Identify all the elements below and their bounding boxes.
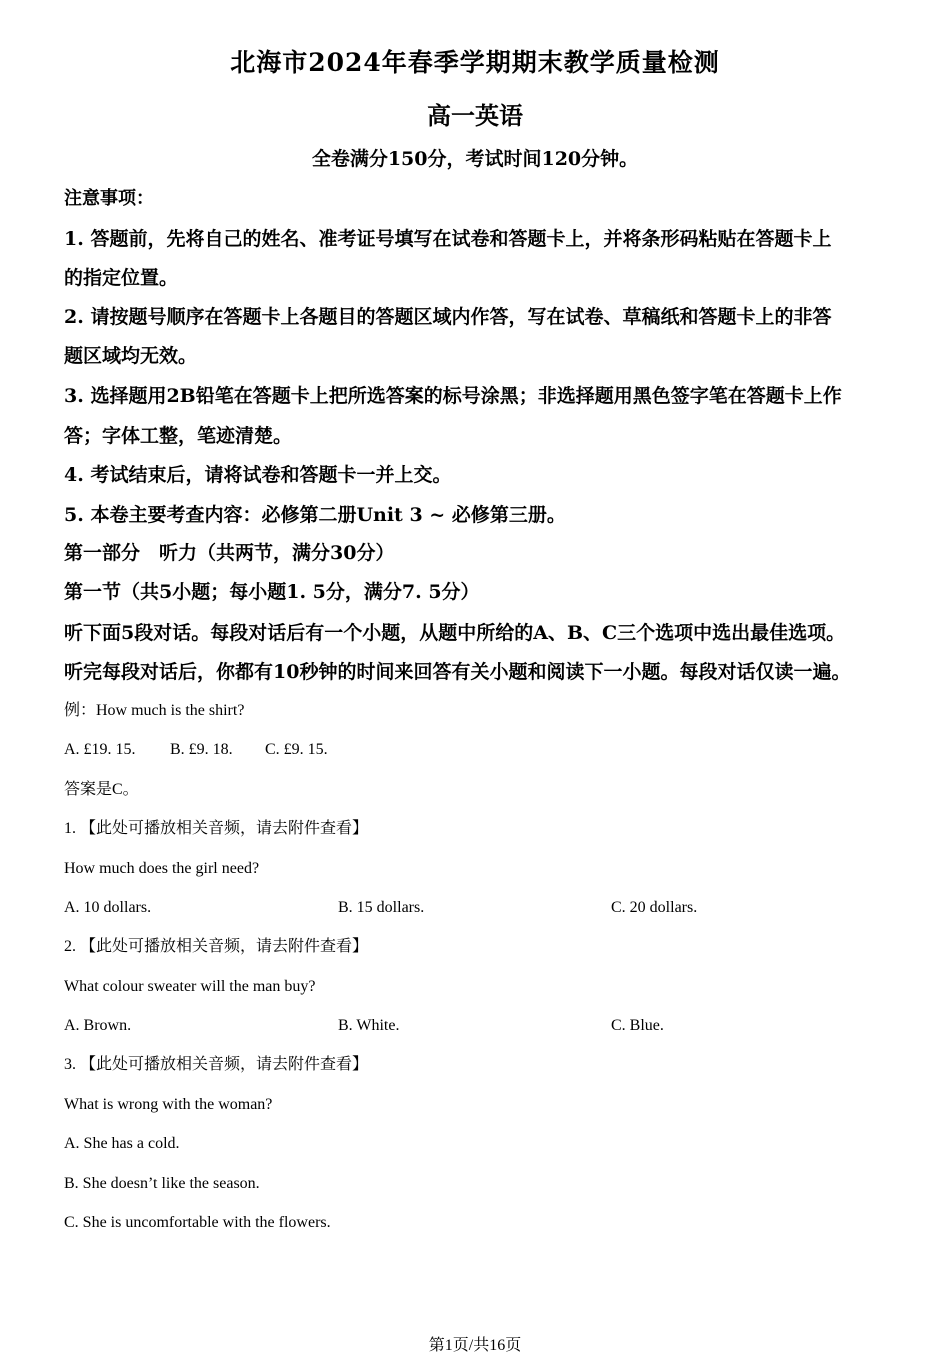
question-3-option-c: C. She is uncomfortable with the flowers. [64,1214,331,1231]
notice-line: 答；字体工整，笔迹清楚。 [64,425,293,447]
subject-title: 高一英语 [427,101,523,130]
question-1-option-a: A. 10 dollars. [64,899,152,916]
question-1-option-c: C. 20 dollars. [611,899,698,916]
part-heading: 第一部分 听力（共两节，满分30分） [64,542,395,564]
question-2-option-c: C. Blue. [611,1017,664,1034]
question-1-option-b: B. 15 dollars. [338,899,425,916]
notice-heading: 注意事项： [64,188,154,209]
notice-line: 题区域均无效。 [64,345,198,367]
subsection-heading: 第一节（共5小题；每小题1. 5分，满分7. 5分） [64,581,480,603]
question-2-text: What colour sweater will the man buy? [64,978,316,995]
question-3-text: What is wrong with the woman? [64,1096,273,1113]
page-indicator: 第1页/共16页 [428,1337,522,1354]
notice-line: 2. 请按题号顺序在答题卡上各题目的答题区域内作答，写在试卷、草稿纸和答题卡上的非答 [64,306,832,328]
exam-title: 北海市2024年春季学期期末教学质量检测 [230,48,720,77]
question-1-text: How much does the girl need? [64,860,260,877]
example-question: 例：How much is the shirt? [64,702,245,719]
notice-line: 5. 本卷主要考查内容：必修第二册Unit 3 ~ 必修第三册。 [64,504,566,526]
notice-line: 1. 答题前，先将自己的姓名、准考证号填写在试卷和答题卡上，并将条形码粘贴在答题卡上 [64,228,832,250]
notice-line: 3. 选择题用2B铅笔在答题卡上把所选答案的标号涂黑；非选择题用黑色签字笔在答题卡上作 [64,385,842,407]
full-mark-info: 全卷满分150分，考试时间120分钟。 [311,148,639,170]
notice-line: 的指定位置。 [64,267,179,289]
question-2-option-b: B. White. [338,1017,400,1034]
audio-placeholder-1[interactable]: 1. 【此处可播放相关音频，请去附件查看】 [64,820,369,837]
notice-line: 4. 考试结束后，请将试卷和答题卡一并上交。 [64,464,452,486]
example-option-b: B. £9. 18. [170,741,233,758]
audio-placeholder-3[interactable]: 3. 【此处可播放相关音频，请去附件查看】 [64,1056,369,1073]
question-3-option-b: B. She doesn’t like the season. [64,1175,260,1192]
question-2-option-a: A. Brown. [64,1017,132,1034]
instruction-line: 听下面5段对话。每段对话后有一个小题，从题中所给的A、B、C三个选项中选出最佳选项。 [64,622,846,644]
example-option-c: C. £9. 15. [265,741,328,758]
example-option-a: A. £19. 15. [64,741,136,758]
audio-placeholder-2[interactable]: 2. 【此处可播放相关音频，请去附件查看】 [64,938,369,955]
question-3-option-a: A. She has a cold. [64,1135,180,1152]
instruction-line: 听完每段对话后，你都有10秒钟的时间来回答有关小题和阅读下一小题。每段对话仅读一遍。 [64,661,851,683]
example-answer: 答案是C。 [64,781,139,798]
